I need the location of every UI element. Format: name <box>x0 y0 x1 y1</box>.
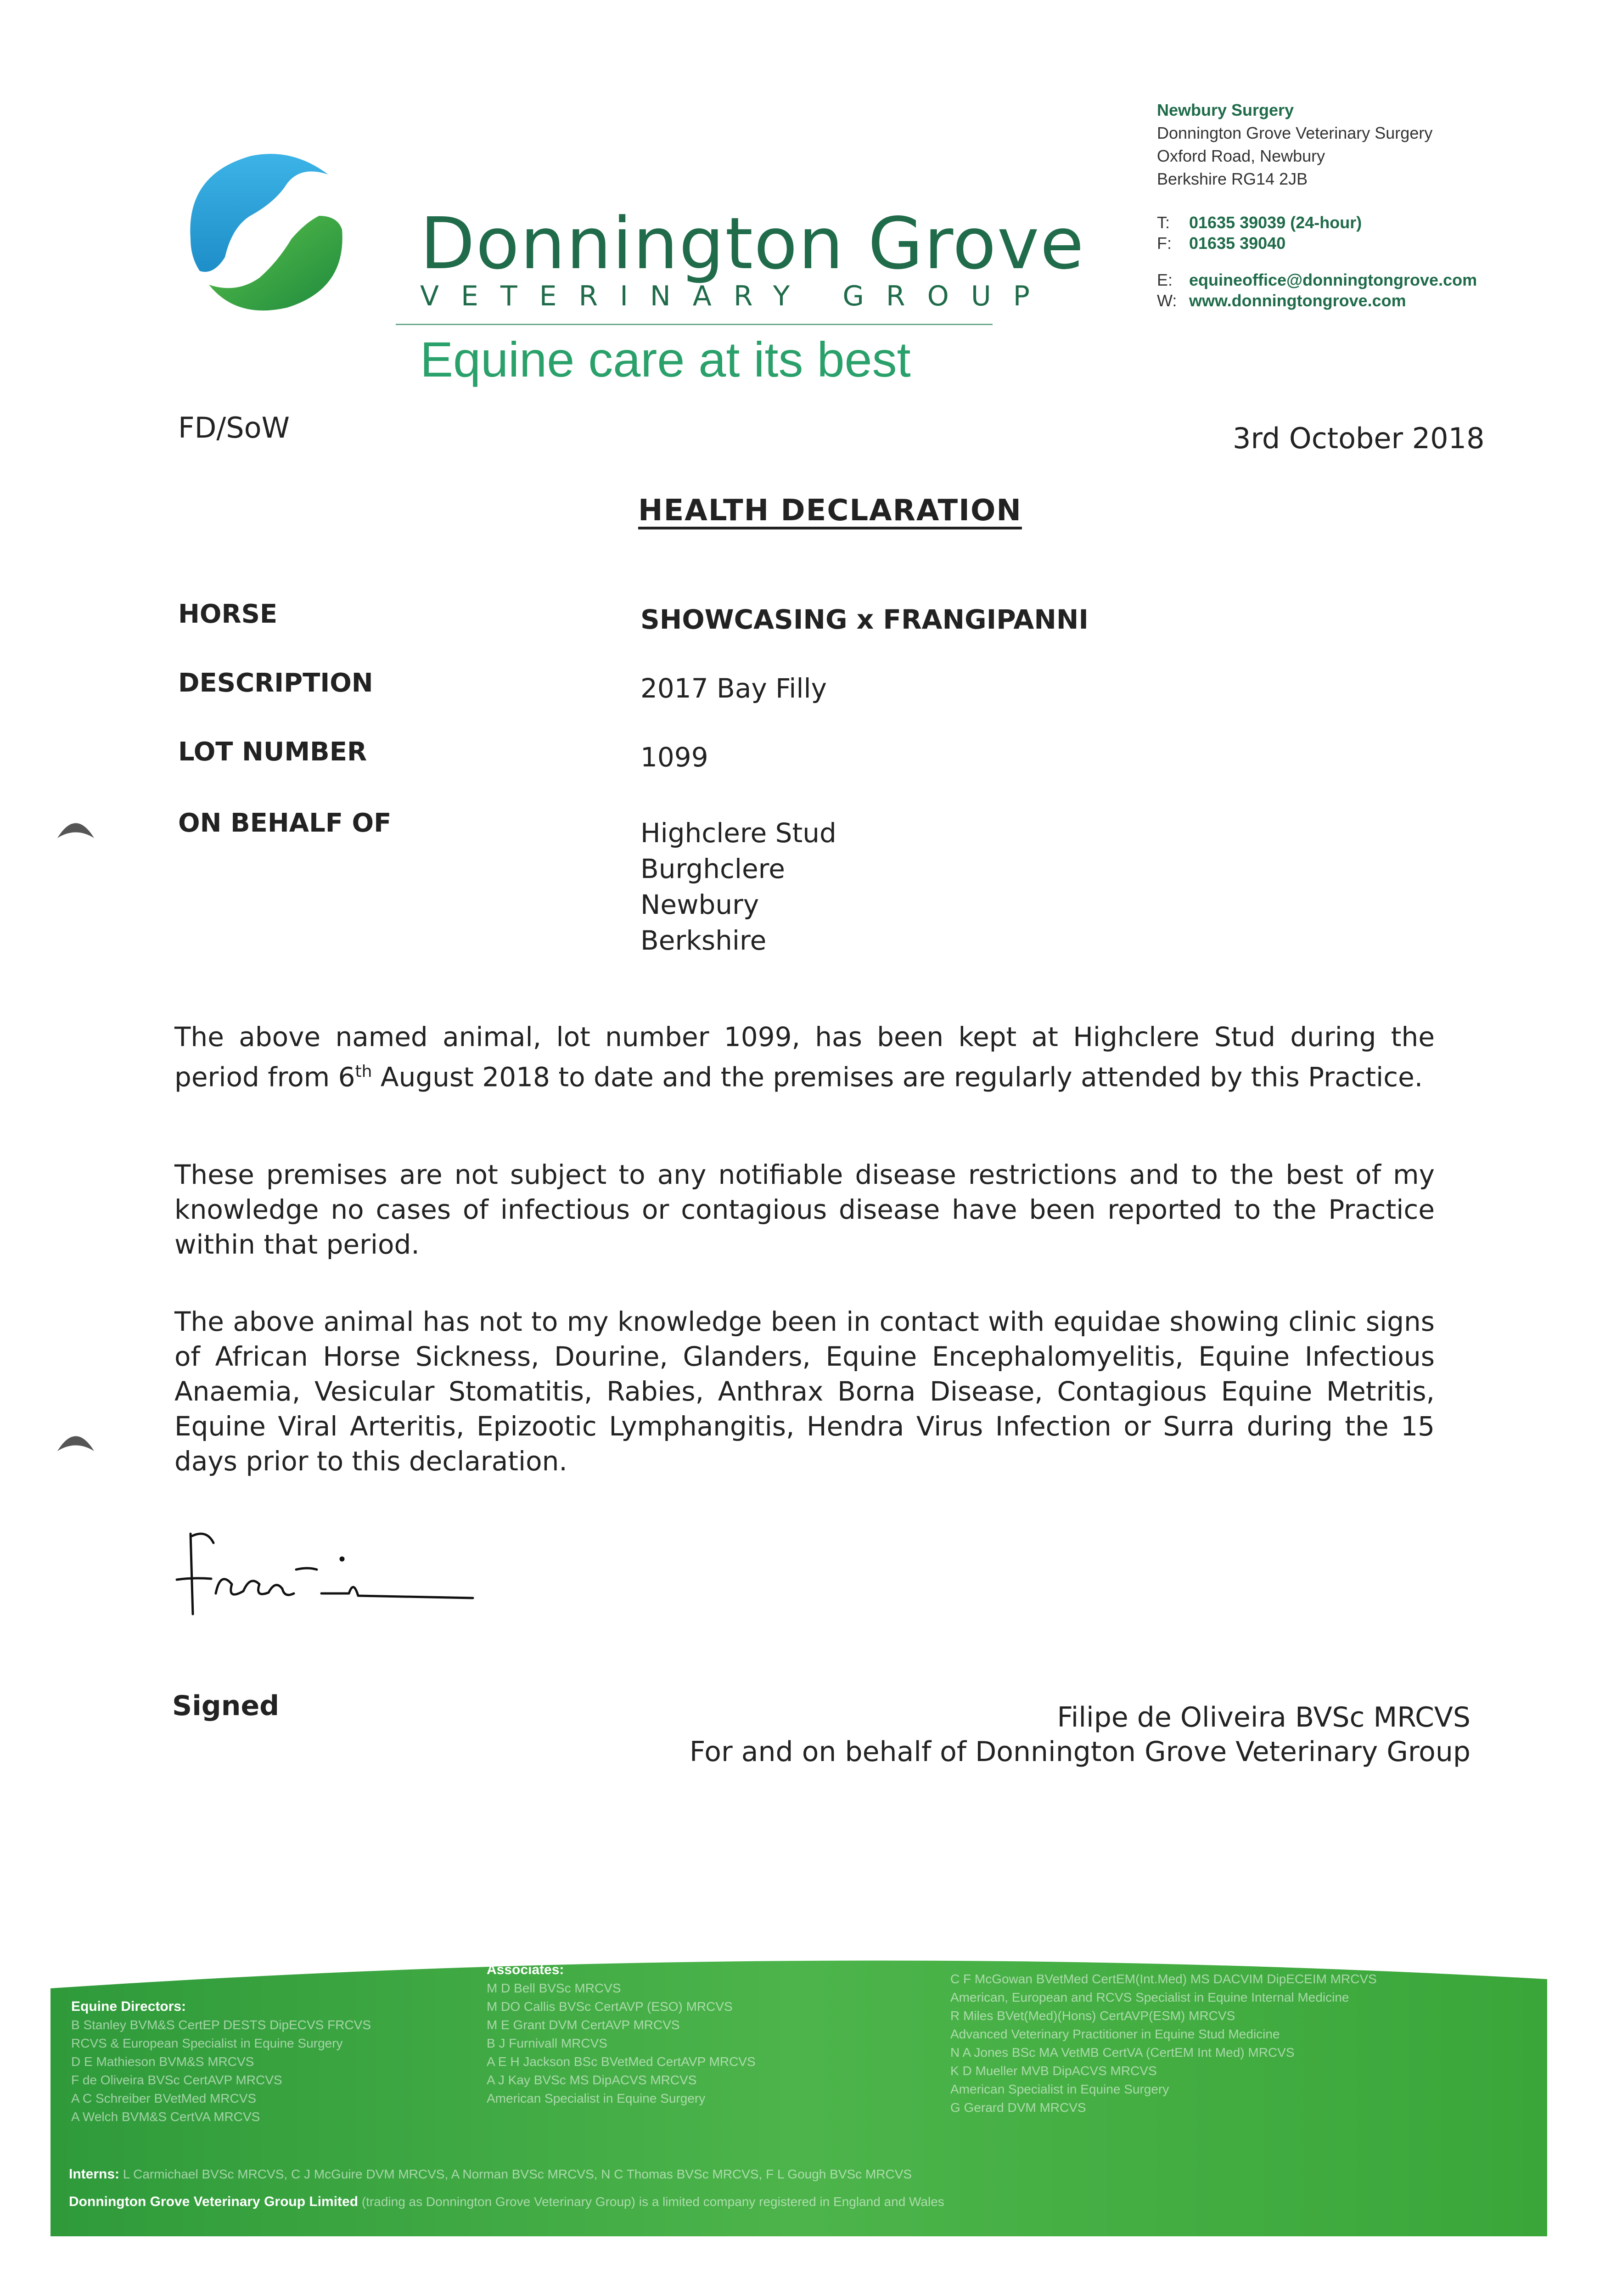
footer-line: B J Furnivall MRCVS <box>487 2036 607 2050</box>
brand-divider <box>396 324 993 325</box>
email-label: E: <box>1157 270 1173 289</box>
footer-line: A C Schreiber BVetMed MRCVS <box>71 2091 257 2105</box>
footer-interns <box>69 2165 912 2183</box>
reference: FD/SoW <box>178 411 290 445</box>
punch-hole <box>55 813 96 840</box>
footer-line: American Specialist in Equine Surgery <box>950 2082 1169 2096</box>
fax-row <box>1157 232 1285 255</box>
footer-associates <box>487 1961 756 2108</box>
footer-line: (trading as Donnington Grove Veterinary Group) is a limited company registered in England and Wales <box>361 2195 944 2209</box>
footer-line: M DO Callis BVSc CertAVP (ESO) MRCVS <box>487 1999 733 2014</box>
phone-row <box>1157 211 1362 234</box>
footer-line: M D Bell BVSc MRCVS <box>487 1981 621 1995</box>
on-behalf-address <box>640 815 836 958</box>
footer-line: D E Mathieson BVM&S MRCVS <box>71 2054 254 2069</box>
document-title: HEALTH DECLARATION <box>638 494 1022 528</box>
email-link[interactable]: equineoffice@donningtongrove.com <box>1189 270 1477 289</box>
footer-line: A J Kay BVSc MS DipACVS MRCVS <box>487 2073 697 2087</box>
declaration-paragraph: These premises are not subject to any notifiable disease restrictions and to the best of my knowledge no cases of infectious or contagious disease have been reported to the Practice within that period. <box>174 1159 1435 1260</box>
address-line: Donnington Grove Veterinary Surgery <box>1157 124 1433 142</box>
footer-line: RCVS & European Specialist in Equine Surgery <box>71 2036 343 2050</box>
footer-line: Advanced Veterinary Practitioner in Equine Stud Medicine <box>950 2027 1280 2041</box>
punch-hole <box>55 1426 96 1453</box>
ordinal-suffix: th <box>355 1062 372 1081</box>
lot-number-label: LOT NUMBER <box>178 737 367 767</box>
horse-value: SHOWCASING x FRANGIPANNI <box>640 604 1089 635</box>
paragraph-text: The above named animal, lot number 1099, has been kept at Highclere Stud during the period from 6 <box>174 1021 1435 1093</box>
description-label: DESCRIPTION <box>178 668 373 698</box>
practice-name: Newbury Surgery <box>1157 101 1294 119</box>
description-value: 2017 Bay Filly <box>640 673 827 704</box>
web-link[interactable]: www.donningtongrove.com <box>1189 291 1406 310</box>
brand-tagline: Equine care at its best <box>420 332 911 387</box>
phone-number: 01635 39039 (24-hour) <box>1189 213 1362 232</box>
lot-number-value: 1099 <box>640 742 708 773</box>
footer-heading: Donnington Grove Veterinary Group Limited <box>69 2194 359 2209</box>
footer-line: M E Grant DVM CertAVP MRCVS <box>487 2018 680 2032</box>
address-line: Highclere Stud <box>640 817 836 849</box>
footer-line: L Carmichael BVSc MRCVS, C J McGuire DVM MRCVS, A Norman BVSc MRCVS, N C Thomas BVSc MRCVS, F L Gough BVSc MRCVS <box>123 2167 912 2181</box>
footer-heading: Associates: <box>487 1962 564 1977</box>
address-line: Berkshire RG14 2JB <box>1157 169 1308 188</box>
brand-name: Donnington Grove <box>420 202 1085 285</box>
signed-label: Signed <box>172 1690 280 1722</box>
logo-horse-head-icon <box>181 147 351 317</box>
declaration-paragraph <box>174 1019 1435 1094</box>
fax-number: 01635 39040 <box>1189 234 1286 253</box>
footer-line: C F McGowan BVetMed CertEM(Int.Med) MS DACVIM DipECEIM MRCVS <box>950 1972 1377 1986</box>
footer-company <box>69 2193 944 2211</box>
footer-line: A Welch BVM&S CertVA MRCVS <box>71 2110 260 2124</box>
footer-associates-cont <box>950 1970 1377 2117</box>
address-line: Berkshire <box>640 925 767 956</box>
signatory-name: Filipe de Oliveira BVSc MRCVS <box>1057 1701 1470 1733</box>
web-row <box>1157 289 1406 312</box>
letter-date: 3rd October 2018 <box>1233 422 1485 455</box>
phone-label: T: <box>1157 213 1170 232</box>
declaration-paragraph: The above animal has not to my knowledge been in contact with equidae showing clinic signs of African Horse Sickness, Dourine, Glanders, Equine Encephalomyelitis, Equine Infectious Anaemia, Vesicular Stomatitis, Rabies, Anthrax Borna Disease, Contagious Equine Metritis, Equine Viral Arteritis, Epizootic Lymphangitis, Hendra Virus Infection or Surra during the 15 days prior to this declaration. <box>174 1306 1435 1477</box>
horse-label: HORSE <box>178 599 278 629</box>
signatory-organisation: For and on behalf of Donnington Grove Veterinary Group <box>689 1736 1470 1768</box>
footer-line: G Gerard DVM MRCVS <box>950 2100 1086 2115</box>
footer-heading: Interns: <box>69 2167 120 2182</box>
on-behalf-label: ON BEHALF OF <box>178 808 392 838</box>
footer-line: F de Oliveira BVSc CertAVP MRCVS <box>71 2073 282 2087</box>
footer-line: B Stanley BVM&S CertEP DESTS DipECVS FRCVS <box>71 2018 371 2032</box>
fax-label: F: <box>1157 234 1172 253</box>
brand-subtitle: VETERINARY GROUP <box>420 280 1052 312</box>
address-line: Oxford Road, Newbury <box>1157 146 1325 165</box>
footer-line: N A Jones BSc MA VetMB CertVA (CertEM Int Med) MRCVS <box>950 2045 1295 2060</box>
footer-line: K D Mueller MVB DipACVS MRCVS <box>950 2064 1157 2078</box>
paragraph-text: August 2018 to date and the premises are regularly attended by this Practice. <box>372 1061 1423 1093</box>
footer-directors <box>71 1998 371 2126</box>
footer-line: R Miles BVet(Med)(Hons) CertAVP(ESM) MRCVS <box>950 2009 1235 2023</box>
footer-heading: Equine Directors: <box>71 1999 186 2014</box>
email-row <box>1157 269 1477 292</box>
web-label: W: <box>1157 291 1177 310</box>
handwritten-signature <box>170 1515 491 1635</box>
footer-line: American, European and RCVS Specialist in Equine Internal Medicine <box>950 1990 1349 2004</box>
address-line: Burghclere <box>640 853 785 884</box>
footer-line: American Specialist in Equine Surgery <box>487 2091 706 2105</box>
footer-line: A E H Jackson BSc BVetMed CertAVP MRCVS <box>487 2054 756 2069</box>
address-line: Newbury <box>640 889 759 920</box>
